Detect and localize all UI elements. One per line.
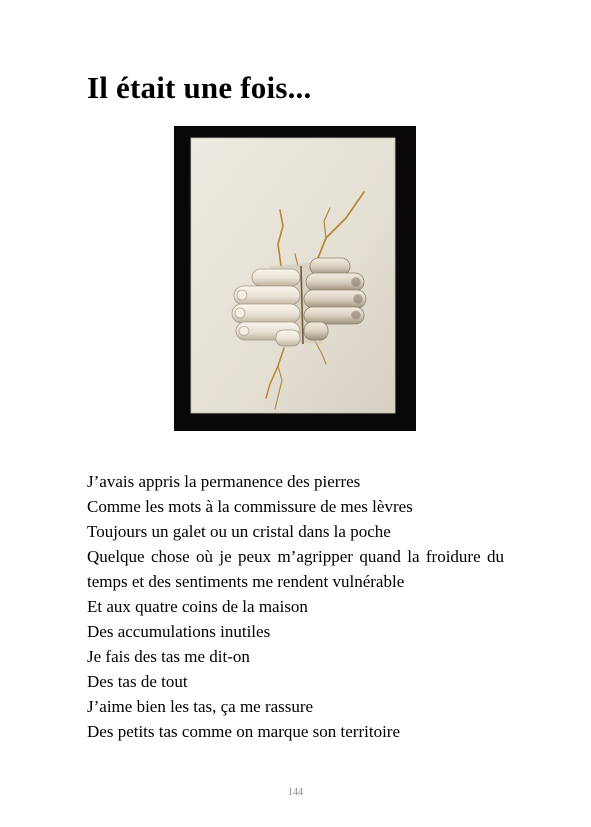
page-number: 144 <box>288 787 303 798</box>
artwork-image <box>174 126 416 431</box>
poem-line: J’aime bien les tas, ça me rassure <box>87 697 314 716</box>
poem-line: Des accumulations inutiles <box>87 622 271 641</box>
poem-line: J’avais appris la permanence des pierres <box>87 472 361 491</box>
poem-line: Je fais des tas me dit-on <box>87 647 250 666</box>
poem-line: Toujours un galet ou un cristal dans la poche <box>87 522 391 541</box>
poem-line: Quelque chose où je peux m’agripper quand la froidure du temps et des sentiments me rendent vulnérable <box>87 547 504 591</box>
poem-body <box>87 469 504 744</box>
page-title: Il était une fois... <box>87 70 312 105</box>
hands-sculpture-illustration <box>174 126 416 431</box>
poem-line: Et aux quatre coins de la maison <box>87 597 308 616</box>
poem-line: Des petits tas comme on marque son territoire <box>87 722 400 741</box>
poem-line: Comme les mots à la commissure de mes lèvres <box>87 497 413 516</box>
poem-line: Des tas de tout <box>87 672 188 691</box>
